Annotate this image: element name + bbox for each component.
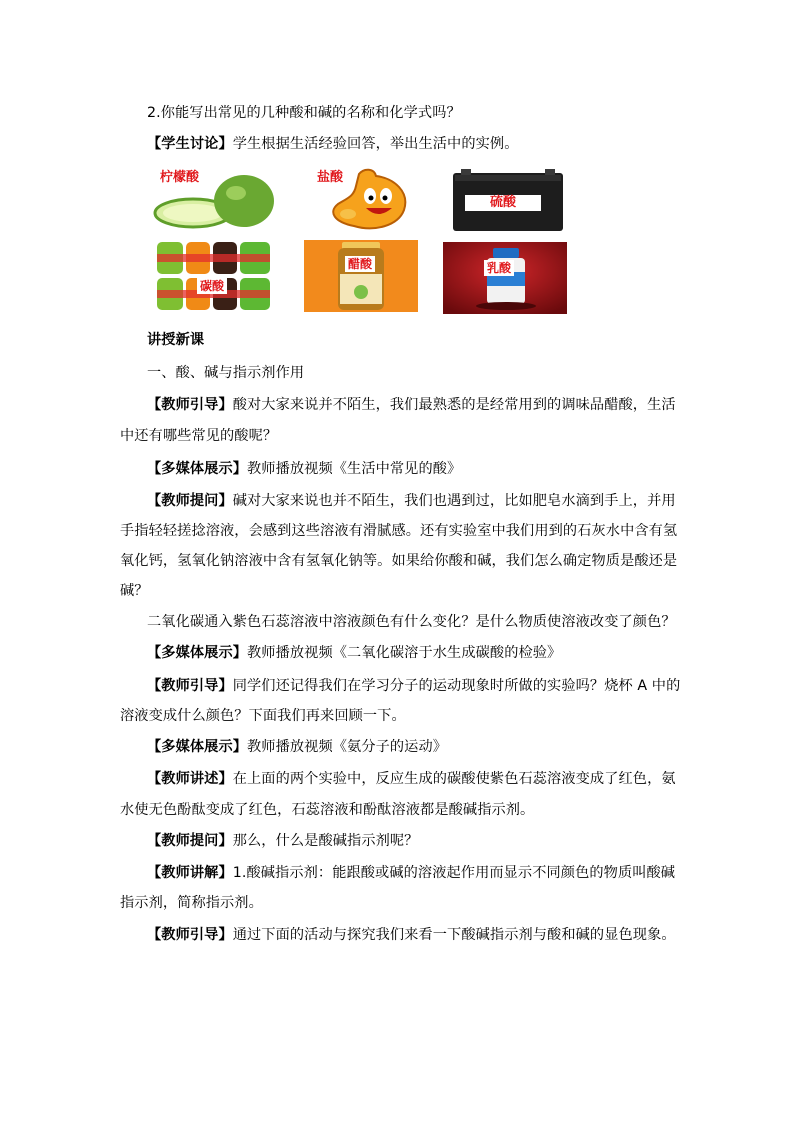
sulfuric-acid-label: 硫酸 xyxy=(465,195,541,211)
p1-line1 xyxy=(147,395,676,415)
p7-tag: 【多媒体展示】 xyxy=(147,739,248,755)
p7-line xyxy=(147,737,447,757)
p1-text1: 酸对大家来说并不陌生，我们最熟悉的是经常用到的调味品醋酸，生活 xyxy=(232,397,676,413)
p5-line xyxy=(147,643,561,663)
lactic-acid-image xyxy=(443,242,567,314)
p8-text1: 在上面的两个实验中，反应生成的碳酸使紫色石蕊溶液变成了红色，氨 xyxy=(232,771,676,787)
question-text: 2.你能写出常见的几种酸和碱的名称和化学式吗？ xyxy=(147,105,461,121)
p2-tag: 【多媒体展示】 xyxy=(147,461,248,477)
p6-line1 xyxy=(147,676,680,696)
p2-line xyxy=(147,459,461,479)
soda-bottles-illustration xyxy=(153,240,279,312)
citric-acid-image xyxy=(153,166,279,230)
citric-acid-label: 柠檬酸 xyxy=(160,170,200,185)
student-discussion-text: 学生根据生活经验回答，举出生活中的实例。 xyxy=(232,136,519,152)
hydrochloric-acid-label: 盐酸 xyxy=(317,170,344,185)
hydrochloric-acid-image xyxy=(304,166,418,234)
acetic-acid-label: 醋酸 xyxy=(345,256,375,272)
p6-tag: 【教师引导】 xyxy=(147,678,233,694)
p10-line1 xyxy=(147,863,675,883)
subheading: 一、酸、碱与指示剂作用 xyxy=(147,365,305,381)
p11-text: 通过下面的活动与探究我们来看一下酸碱指示剂与酸和碱的显色现象。 xyxy=(232,927,676,943)
vinegar-jar-illustration xyxy=(304,240,418,312)
p5-tag: 【多媒体展示】 xyxy=(147,645,248,661)
p2-text: 教师播放视频《生活中常见的酸》 xyxy=(247,461,462,477)
p7-text: 教师播放视频《氨分子的运动》 xyxy=(247,739,448,755)
p1-line2: 中还有哪些常见的酸呢？ xyxy=(120,428,278,444)
lactic-acid-bottle-illustration xyxy=(443,242,567,314)
p5-text: 教师播放视频《二氧化碳溶于水生成碳酸的检验》 xyxy=(247,645,562,661)
p1-tag: 【教师引导】 xyxy=(147,397,233,413)
carbonic-acid-image xyxy=(153,240,279,312)
p9-line xyxy=(147,831,418,851)
p8-tag: 【教师讲述】 xyxy=(147,771,233,787)
p11-tag: 【教师引导】 xyxy=(147,927,233,943)
p11-line xyxy=(147,925,676,945)
p3-text1: 碱对大家来说也并不陌生，我们也遇到过，比如肥皂水滴到手上，并用 xyxy=(232,493,676,509)
question-line xyxy=(147,103,461,123)
p10-tag: 【教师讲解】 xyxy=(147,865,233,881)
p10-text1: 1.酸碱指示剂：能跟酸或碱的溶液起作用而显示不同颜色的物质叫酸碱 xyxy=(232,865,676,881)
p9-text: 那么，什么是酸碱指示剂呢？ xyxy=(232,833,419,849)
p3-line2: 手指轻轻搓捻溶液，会感到这些溶液有滑腻感。还有实验室中我们用到的石灰水中含有氢 xyxy=(120,523,678,539)
carbonic-acid-label: 碳酸 xyxy=(197,278,227,294)
p4-line: 二氧化碳通入紫色石蕊溶液中溶液颜色有什么变化？是什么物质使溶液改变了颜色？ xyxy=(147,614,676,630)
p8-line2: 水使无色酚酞变成了红色，石蕊溶液和酚酞溶液都是酸碱指示剂。 xyxy=(120,802,535,818)
p8-line1 xyxy=(147,769,676,789)
p3-line1 xyxy=(147,491,676,511)
p9-tag: 【教师提问】 xyxy=(147,833,233,849)
p3-tag: 【教师提问】 xyxy=(147,493,233,509)
sulfuric-acid-image xyxy=(449,167,567,233)
section-heading: 讲授新课 xyxy=(147,332,205,348)
p10-line2: 指示剂，简称指示剂。 xyxy=(120,895,263,911)
p6-text1: 同学们还记得我们在学习分子的运动现象时所做的实验吗？烧杯 A 中的 xyxy=(232,678,681,694)
student-discussion-tag: 【学生讨论】 xyxy=(147,136,233,152)
acetic-acid-image xyxy=(304,240,418,312)
p3-line4: 碱？ xyxy=(120,583,149,599)
p3-line3: 氧化钙，氢氧化钠溶液中含有氢氧化钠等。如果给你酸和碱，我们怎么确定物质是酸还是 xyxy=(120,553,678,569)
lactic-acid-label: 乳酸 xyxy=(484,260,514,276)
student-discussion-line xyxy=(147,134,519,154)
p6-line2: 溶液变成什么颜色？下面我们再来回顾一下。 xyxy=(120,708,406,724)
